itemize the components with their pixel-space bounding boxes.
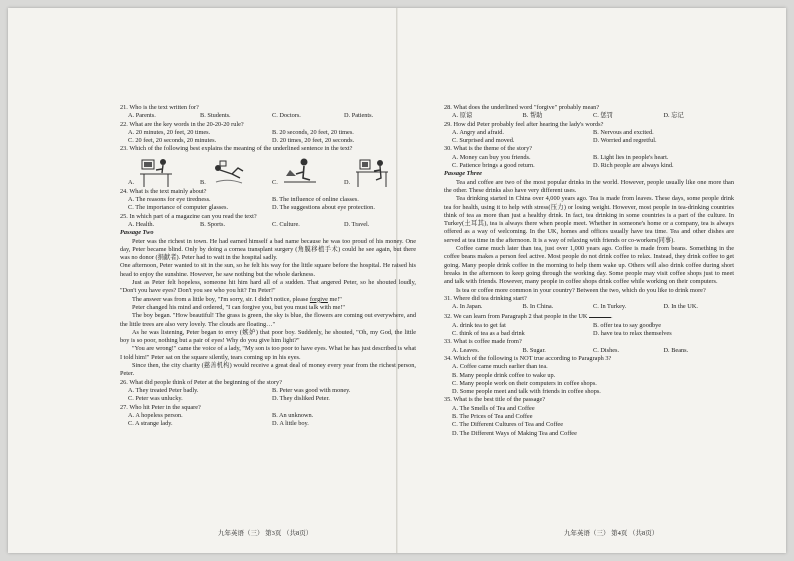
q25-options: [120, 221, 416, 229]
q28-options: [444, 112, 734, 120]
passage-two-paragraph: As he was listening, Peter began to envy (嫉妒) that poor boy. Suddenly, he shouted, "Oh, my God, the little boy is so poor, nothing but a pair of eyes! Why do you give him light?": [120, 328, 416, 345]
q29-option-c: C. Surprised and moved.: [452, 137, 515, 145]
q30-option-a: A. Money can buy you friends.: [452, 153, 531, 161]
q35-stem: 35. What is the best title of the passage?: [444, 396, 546, 404]
q26-stem: 26. What did people think of Peter at the beginning of the story?: [120, 378, 282, 386]
q33-option-b: B. Sugar.: [522, 346, 546, 354]
passage-two-paragraph: The answer was from a little boy, "I'm sorry, sir. I didn't notice, please forgive me!": [132, 295, 342, 303]
q27-options: [120, 412, 416, 429]
q29-option-d: D. Worried and regretful.: [593, 137, 657, 145]
q31-option-b: B. In China.: [522, 303, 554, 311]
q22-option-c: C. 20 feet, 20 seconds, 20 minutes.: [128, 137, 217, 145]
q23-option-c: C.: [272, 156, 344, 188]
q34-option-b: B. Many people drink coffee to wake up.: [452, 371, 556, 379]
passage-two-paragraph: Since then, the city charity (慈善机构) would receive a great deal of money every year from the richest person, Peter.: [120, 362, 416, 378]
q26-options: [120, 387, 416, 404]
q22-option-b: B. 20 seconds, 20 feet, 20 times.: [272, 128, 354, 136]
q23-stem: 23. Which of the following best explains the meaning of the underlined sentence in the text?: [120, 145, 353, 153]
passage-two-paragraph: The boy began. "How beautiful! The grass is green, the sky is blue, the flowers are coming out everywhere, and the little trees are also very lovely. The clouds are floating…": [120, 312, 416, 328]
q33-option-a: A. Leaves.: [452, 346, 480, 354]
q32-options: [444, 322, 734, 339]
q24-option-a: A. The reasons for eye tiredness.: [128, 196, 211, 204]
q21-options: [120, 112, 416, 120]
q34-options: [444, 363, 734, 396]
answer-blank: [589, 311, 611, 318]
q30-option-d: D. Rich people are always kind.: [593, 162, 674, 170]
passage-two-paragraph: One afternoon, Peter wanted to sit in the sun, so he felt his way for the little square before the hospital. He raised his head to enjoy the sunshine. However, he saw nothing but the whole darkness.: [120, 262, 416, 278]
q34-option-d: D. Some people meet and talk with friends in coffee shops.: [452, 388, 601, 396]
q32-option-d: D. have tea to relax themselves: [593, 330, 672, 338]
q28-option-c: C. 惩罚: [593, 112, 613, 120]
q25-option-c: C. Culture.: [272, 220, 300, 228]
q22-options: [120, 129, 416, 146]
q26-option-b: B. Peter was good with money.: [272, 386, 351, 394]
q23-option-d: D.: [344, 156, 416, 188]
q32-option-a: A. drink tea to get fat: [452, 321, 506, 329]
q30-option-b: B. Light lies in people's heart.: [593, 153, 669, 161]
q22-stem: 22. What are the key words in the 20-20-20 rule?: [120, 120, 244, 128]
underlined-word: forgive: [309, 295, 328, 303]
q21-stem: 21. Who is the text written for?: [120, 104, 199, 111]
q21-option-b: B. Students.: [200, 112, 231, 120]
q25-option-d: D. Travel.: [344, 220, 370, 228]
q29-option-a: A. Angry and afraid.: [452, 128, 504, 136]
q23-picture-options: [120, 154, 416, 188]
q25-option-a: A. Health.: [128, 220, 155, 228]
left-page-footer: 九年英语（三） 第3页 （共8页）: [218, 530, 313, 537]
q33-options: [444, 347, 734, 355]
q25-stem: 25. In which part of a magazine can you read the text?: [120, 212, 257, 220]
q30-stem: 30. What is the theme of the story?: [444, 145, 533, 153]
q33-option-d: D. Beans.: [663, 346, 689, 354]
q21-option-d: D. Patients.: [344, 112, 374, 120]
q32-stem: 32. We can learn from Paragraph 2 that people in the UK .: [444, 313, 613, 321]
person-lying-reading-picture: [210, 156, 246, 188]
exam-sheet: [8, 8, 786, 553]
right-page-footer: 九年英语（三） 第4页 （共8页）: [564, 530, 659, 537]
q29-stem: 29. How did Peter probably feel after hearing the lady's words?: [444, 120, 604, 128]
q24-option-d: D. The suggestions about eye protection.: [272, 204, 375, 212]
q34-option-a: A. Coffee came much earlier than tea.: [452, 363, 548, 371]
q24-option-b: B. The influence of online classes.: [272, 196, 359, 204]
person-with-laptop-picture: [282, 156, 318, 188]
passage-three-paragraph: Is tea or coffee more common in your country? Between the two, which do you like to drink more?: [456, 286, 706, 294]
q31-options: [444, 303, 734, 311]
q31-option-a: A. In Japan.: [452, 303, 483, 311]
q28-stem: 28. What does the underlined word "forgive" probably mean?: [444, 104, 600, 111]
q32-option-b: B. offer tea to say goodbye: [593, 321, 662, 329]
q27-option-c: C. A strange lady.: [128, 420, 173, 428]
q26-option-c: C. Peter was unlucky.: [128, 395, 183, 403]
q29-options: [444, 129, 734, 146]
q27-option-d: D. A little boy.: [272, 420, 309, 428]
passage-two-title: Passage Two: [120, 229, 154, 237]
q27-option-b: B. An unknown.: [272, 411, 314, 419]
q22-option-a: A. 20 minutes, 20 feet, 20 times.: [128, 128, 211, 136]
q35-option-c: C. The Different Cultures of Tea and Coffee: [452, 421, 564, 429]
q35-option-a: A. The Smells of Tea and Coffee: [452, 404, 535, 412]
q24-stem: 24. What is the text mainly about?: [120, 187, 207, 195]
q23-option-b: B.: [200, 156, 272, 188]
q21-option-a: A. Parents.: [128, 112, 156, 120]
q35-options: [444, 405, 734, 438]
passage-three-paragraph: Coffee came much later than tea, just over 1,000 years ago. Coffee is made from beans. Something in the coffee beans makes a person feel active. Most people do not drink coffee to relax. Instead, they drink coffee to get going. Many people drink coffee in the morning to help them wake up. Others will also drink coffee during short breaks in the afternoon to keep going through the working day. Some people may visit coffee shops just to meet and talk with friends. However, many people in coffee shops drink coffee while working on their computers.: [444, 245, 734, 286]
q35-option-d: D. The Different Ways of Making Tea and Coffee: [452, 429, 577, 437]
q33-option-c: C. Dishes.: [593, 346, 620, 354]
q26-option-a: A. They treated Peter badly.: [128, 386, 199, 394]
q24-option-c: C. The importance of computer glasses.: [128, 204, 229, 212]
q25-option-b: B. Sports.: [200, 220, 226, 228]
q31-option-c: C. In Turkey.: [593, 303, 627, 311]
passage-three-paragraph: Tea drinking started in China over 4,000 years ago. Tea is made from leaves. These days, some people drink tea for health, using it to help with stress(压力) or losing weight. However, most people in tea-drinking countries think of tea as more than just a healthy drink. In fact, tea drinking in some countries is a part of the culture. In Turkey(土耳其), tea is always there when people meet. Whether in someone's home or a company, tea is always offered as a way of welcoming. In the UK, homes and offices usually have tea time. Tea and other dishes are served at tea time in the afternoon. It is a way of relaxing with friends or co-workers(同事).: [444, 195, 734, 244]
q27-stem: 27. Who hit Peter in the square?: [120, 403, 201, 411]
q23-option-a: A.: [128, 156, 200, 188]
person-at-computer-picture: [138, 156, 174, 188]
person-sitting-at-desk-picture: [354, 156, 390, 188]
q32-option-c: C. think of tea as a bad drink: [452, 330, 525, 338]
q24-options: [120, 196, 416, 213]
q28-option-a: A. 原谅: [452, 112, 473, 120]
q21-option-c: C. Doctors.: [272, 112, 301, 120]
q22-option-d: D. 20 times, 20 feet, 20 seconds.: [272, 137, 355, 145]
q30-options: [444, 154, 734, 171]
q28-option-d: D. 忘记: [663, 112, 684, 120]
q30-option-c: C. Patience brings a good return.: [452, 162, 535, 170]
passage-three-title: Passage Three: [444, 170, 482, 178]
passage-two-paragraph: "You are wrong!" came the voice of a lady, "My son is too poor to have eyes. What he has just described is what I told him!" Peter sat on the square silently, tears coming up in his eyes.: [120, 345, 416, 361]
q31-option-d: D. In the UK.: [663, 303, 698, 311]
passage-two-paragraph: Peter changed his mind and ordered, "I can forgive you, but you must talk with me!": [132, 303, 345, 311]
q34-option-c: C. Many people work on their computers in coffee shops.: [452, 379, 597, 387]
q27-option-a: A. A hopeless person.: [128, 411, 183, 419]
right-page: [444, 104, 734, 438]
q29-option-b: B. Nervous and excited.: [593, 128, 654, 136]
q33-stem: 33. What is coffee made from?: [444, 338, 522, 346]
q28-option-b: B. 帮助: [522, 112, 543, 120]
passage-two-paragraph: Just as Peter felt hopeless, someone hit him hard all of a sudden. That angered Peter, so he shouted loudly, "Don't you have eyes? Don't you see who you hit? I'm Peter!": [120, 279, 416, 295]
q35-option-b: B. The Prices of Tea and Coffee: [452, 412, 533, 420]
q34-stem: 34. Which of the following is NOT true according to Paragraph 3?: [444, 354, 612, 362]
q31-stem: 31. Where did tea drinking start?: [444, 294, 527, 302]
q26-option-d: D. They disliked Peter.: [272, 395, 330, 403]
passage-two-paragraph: Peter was the richest in town. He had earned himself a bad name because he was too proud of his money. One day, Peter became blind. Only by doing a cornea transplant surgery (角膜移植手术) could he see again, but there was no donor (捐献者). Peter had to wait in the hospital sadly.: [120, 237, 416, 262]
passage-three-paragraph: Tea and coffee are two of the most popular drinks in the world. However, people usually like one more than the other. These drinks also have very different uses.: [444, 178, 734, 194]
left-page: [120, 104, 416, 428]
